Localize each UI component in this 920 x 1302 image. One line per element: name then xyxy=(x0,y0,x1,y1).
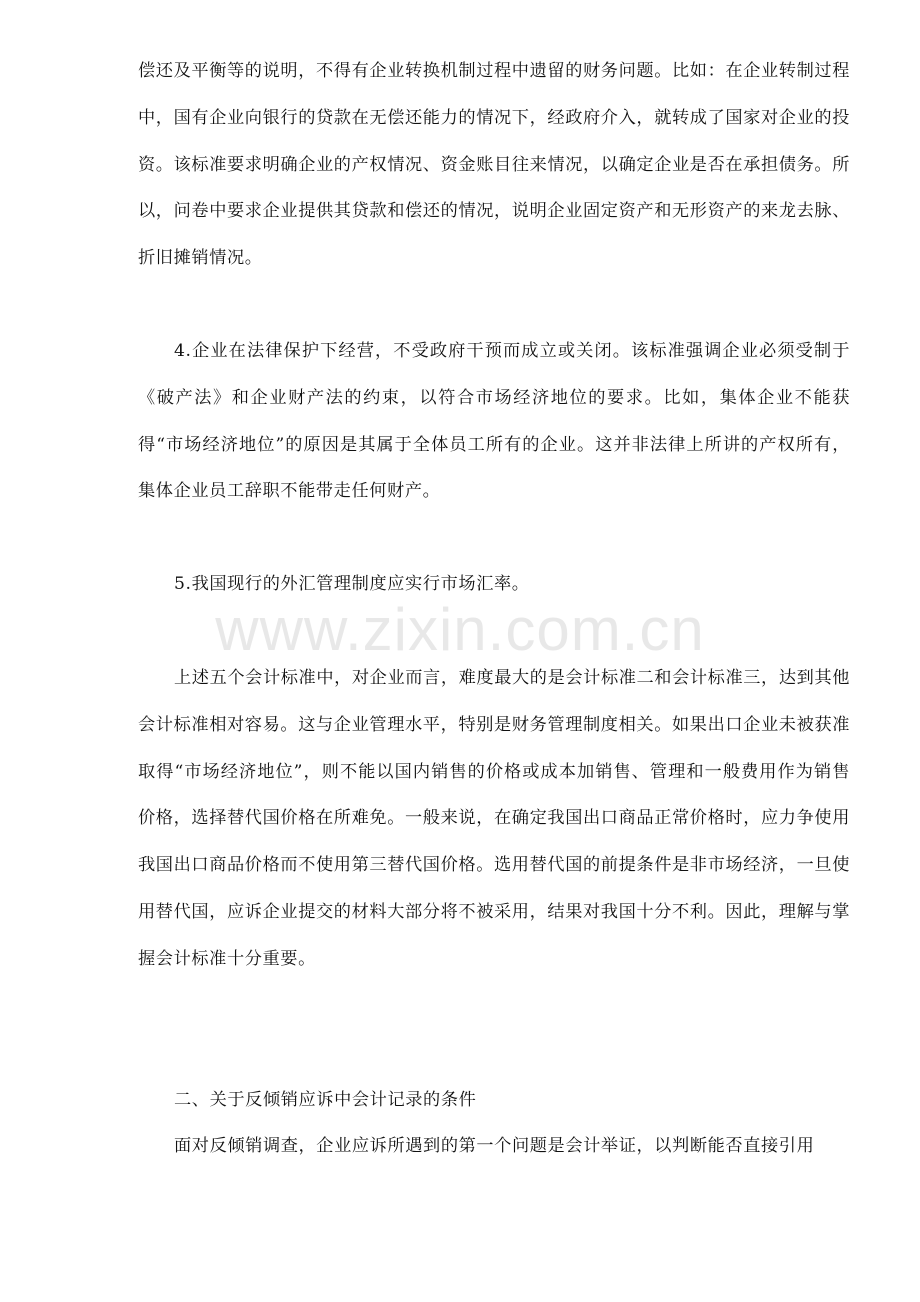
paragraph-standard-4: 4.企业在法律保护下经营，不受政府干预而成立或关闭。该标准强调企业必须受制于《破产法》和企业财产法的约束，以符合市场经济地位的要求。比如，集体企业不能获得“市场经济地位”的原因是其属于全体员工所有的企业。这并非法律上所讲的产权所有，集体企业员工辞职不能带走任何财产。 xyxy=(138,341,850,502)
paragraph-standard-5: 5.我国现行的外汇管理制度应实行市场汇率。 xyxy=(174,574,530,594)
section-heading: 二、关于反倾销应诉中会计记录的条件 xyxy=(174,1090,477,1110)
watermark: www.zixin.com.cn xyxy=(215,596,705,663)
paragraph-summary: 上述五个会计标准中，对企业而言，难度最大的是会计标准二和会计标准三，达到其他会计标准相对容易。这与企业管理水平，特别是财务管理制度相关。如果出口企业未被获准取得“市场经济地位”，则不能以国内销售的价格或成本加销售、管理和一般费用作为销售价格，选择替代国价格在所难免。一般来说，在确定我国出口商品正常价格时，应力争使用我国出口商品价格而不使用第三替代国价格。选用替代国的前提条件是非市场经济，一旦使用替代国，应诉企业提交的材料大部分将不被采用，结果对我国十分不利。因此，理解与掌握会计标准十分重要。 xyxy=(138,668,850,969)
paragraph-intro: 面对反倾销调查，企业应诉所遇到的第一个问题是会计举证，以判断能否直接引用 xyxy=(174,1136,815,1156)
paragraph-continuation: 偿还及平衡等的说明，不得有企业转换机制过程中遗留的财务问题。比如：在企业转制过程中，国有企业向银行的贷款在无偿还能力的情况下，经政府介入，就转成了国家对企业的投资。该标准要求明确企业的产权情况、资金账目往来情况，以确定企业是否在承担债务。所以，问卷中要求企业提供其贷款和偿还的情况，说明企业固定资产和无形资产的来龙去脉、折旧摊销情况。 xyxy=(138,61,850,269)
